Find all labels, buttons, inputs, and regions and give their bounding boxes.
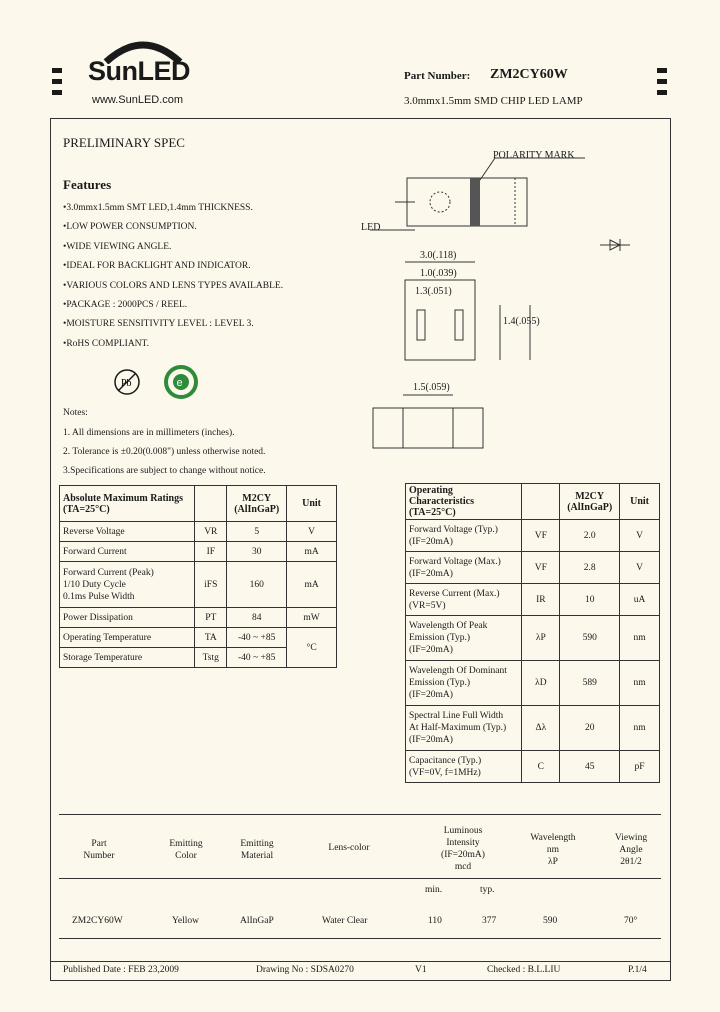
notes-list [63, 424, 266, 481]
value-cell: 2.0 [560, 520, 620, 552]
sym-cell: VF [522, 552, 560, 584]
row-angle: 70° [624, 916, 638, 926]
unit-cell: nm [620, 616, 660, 661]
sym-cell: Tstg [195, 648, 227, 668]
unit-cell: mW [287, 608, 337, 628]
version: V1 [415, 965, 427, 975]
svg-text:Pb: Pb [121, 378, 132, 389]
value-cell: 5 [227, 522, 287, 542]
unit-cell: °C [287, 628, 337, 668]
feature-item: •MOISTURE SENSITIVITY LEVEL : LEVEL 3. [63, 319, 254, 330]
feature-item: •LOW POWER CONSUMPTION. [63, 222, 197, 233]
param-cell: Spectral Line Full Width At Half-Maximum (Typ.) (IF=20mA) [406, 706, 522, 751]
led-label: LED [361, 222, 381, 233]
part-number: ZM2CY60W [490, 67, 568, 82]
unit-cell: nm [620, 706, 660, 751]
col-viewing-angle: Viewing Angle 2θ1/2 [614, 833, 648, 867]
dim-inner: 1.3(.051) [415, 286, 452, 297]
svg-text:e: e [176, 377, 183, 389]
param-cell: Forward Current (Peak) 1/10 Duty Cycle 0.1ms Pulse Width [60, 562, 195, 608]
table-row [60, 608, 337, 628]
col-part-number: Part Number [83, 839, 115, 861]
value-cell: 20 [560, 706, 620, 751]
table-row [60, 542, 337, 562]
table-row [406, 552, 660, 584]
left-marks [52, 68, 62, 95]
row-min: 110 [428, 916, 442, 926]
part-number-label: Part Number: [404, 70, 471, 82]
row-color: Yellow [172, 916, 200, 926]
spec-title: PRELIMINARY SPEC [63, 135, 185, 150]
notes-title: Notes: [63, 408, 88, 418]
unit-cell: V [620, 552, 660, 584]
description: 3.0mmx1.5mm SMD CHIP LED LAMP [404, 95, 583, 107]
sym-cell: PT [195, 608, 227, 628]
unit-cell: pF [620, 751, 660, 783]
col-wavelength: Wavelength nm λP [530, 833, 576, 867]
sym-cell: C [522, 751, 560, 783]
value-cell: 84 [227, 608, 287, 628]
op-header-sym [522, 484, 560, 520]
footer-rule [50, 961, 671, 962]
row-wavelength: 590 [543, 916, 558, 926]
package-outline-icon [355, 150, 655, 460]
note-item: 1. All dimensions are in millimeters (inches). [63, 428, 235, 438]
op-header-param: Operating Characteristics (TA=25°C) [406, 484, 522, 520]
value-cell: 45 [560, 751, 620, 783]
right-marks [657, 68, 667, 95]
sym-cell: λP [522, 616, 560, 661]
sym-cell: IF [195, 542, 227, 562]
table-row [406, 706, 660, 751]
param-cell: Reverse Voltage [60, 522, 195, 542]
abs-max-header-val: M2CY (AlInGaP) [227, 486, 287, 522]
dim-side: 1.4(.055) [503, 316, 540, 327]
value-cell: 160 [227, 562, 287, 608]
param-cell: Forward Voltage (Typ.) (IF=20mA) [406, 520, 522, 552]
unit-cell: V [287, 522, 337, 542]
abs-max-header-unit: Unit [287, 486, 337, 522]
feature-item: •PACKAGE : 2000PCS / REEL. [63, 300, 188, 311]
unit-cell: uA [620, 584, 660, 616]
sub-typ: typ. [480, 885, 495, 895]
value-cell: 590 [560, 616, 620, 661]
value-cell: -40 ~ +85 [227, 648, 287, 668]
polarity-mark-label: POLARITY MARK [493, 150, 575, 161]
value-cell: 589 [560, 661, 620, 706]
sym-cell: VR [195, 522, 227, 542]
part-row [0, 916, 720, 930]
col-emitting-color: Emitting Color [169, 839, 203, 861]
sym-cell: iFS [195, 562, 227, 608]
dim-mid: 1.0(.039) [420, 268, 457, 279]
row-typ: 377 [482, 916, 497, 926]
part-table-top-rule [59, 814, 661, 815]
sym-cell: TA [195, 628, 227, 648]
op-header-val: M2CY (AlInGaP) [560, 484, 620, 520]
abs-max-table [59, 485, 337, 668]
pb-free-icon [112, 367, 142, 397]
feature-item: •RoHS COMPLIANT. [63, 338, 150, 349]
param-cell: Power Dissipation [60, 608, 195, 628]
abs-max-header-sym [195, 486, 227, 522]
unit-cell: nm [620, 661, 660, 706]
param-cell: Storage Temperature [60, 648, 195, 668]
row-lens: Water Clear [322, 916, 368, 926]
note-item: 3.Specifications are subject to change without notice. [63, 466, 266, 476]
brand-name: SunLED [88, 56, 190, 86]
mechanical-drawing [355, 150, 655, 460]
features-list [63, 199, 283, 354]
website-url[interactable]: www.SunLED.com [92, 94, 184, 106]
features-title: Features [63, 177, 112, 192]
table-row [60, 628, 337, 648]
part-table-bottom-rule [59, 938, 661, 939]
row-material: AlInGaP [240, 916, 274, 926]
col-emitting-material: Emitting Material [240, 839, 274, 861]
checked-by: Checked : B.L.LIU [487, 965, 561, 975]
feature-item: •3.0mmx1.5mm SMT LED,1.4mm THICKNESS. [63, 203, 253, 213]
value-cell: 30 [227, 542, 287, 562]
note-item: 2. Tolerance is ±0.20(0.008") unless otherwise noted. [63, 447, 266, 457]
param-cell: Capacitance (Typ.) (VF=0V, f=1MHz) [406, 751, 522, 783]
dim-bottom: 1.5(.059) [413, 382, 450, 393]
feature-item: •WIDE VIEWING ANGLE. [63, 241, 172, 252]
drawing-number: Drawing No : SDSA0270 [256, 965, 354, 975]
table-row [406, 751, 660, 783]
value-cell: -40 ~ +85 [227, 628, 287, 648]
table-row [406, 520, 660, 552]
feature-item: •IDEAL FOR BACKLIGHT AND INDICATOR. [63, 261, 251, 272]
unit-cell: mA [287, 562, 337, 608]
param-cell: Reverse Current (Max.) (VR=5V) [406, 584, 522, 616]
rohs-e-icon [163, 364, 199, 400]
feature-item: •VARIOUS COLORS AND LENS TYPES AVAILABLE. [63, 280, 284, 291]
value-cell: 10 [560, 584, 620, 616]
sym-cell: λD [522, 661, 560, 706]
param-cell: Forward Voltage (Max.) (IF=20mA) [406, 552, 522, 584]
sym-cell: VF [522, 520, 560, 552]
sym-cell: Δλ [522, 706, 560, 751]
value-cell: 2.8 [560, 552, 620, 584]
table-row [406, 616, 660, 661]
param-cell: Operating Temperature [60, 628, 195, 648]
logo [88, 34, 198, 94]
table-row [60, 562, 337, 608]
op-char-table [405, 483, 660, 783]
abs-max-header-param: Absolute Maximum Ratings (TA=25°C) [60, 486, 195, 522]
dim-top: 3.0(.118) [420, 250, 457, 261]
unit-cell: mA [287, 542, 337, 562]
sym-cell: IR [522, 584, 560, 616]
page-number: P.1/4 [628, 965, 647, 975]
col-luminous-intensity: Luminous Intensity (IF=20mA) mcd [441, 826, 485, 872]
op-header-unit: Unit [620, 484, 660, 520]
table-row [406, 661, 660, 706]
table-row [60, 522, 337, 542]
param-cell: Wavelength Of Peak Emission (Typ.) (IF=20mA) [406, 616, 522, 661]
param-cell: Wavelength Of Dominant Emission (Typ.) (IF=20mA) [406, 661, 522, 706]
sub-min: min. [425, 885, 443, 895]
param-cell: Forward Current [60, 542, 195, 562]
unit-cell: V [620, 520, 660, 552]
row-part: ZM2CY60W [72, 916, 123, 926]
part-table-mid-rule [59, 878, 661, 879]
published-date: Published Date : FEB 23,2009 [63, 965, 179, 975]
table-row [406, 584, 660, 616]
col-lens-color: Lens-color [328, 843, 370, 853]
